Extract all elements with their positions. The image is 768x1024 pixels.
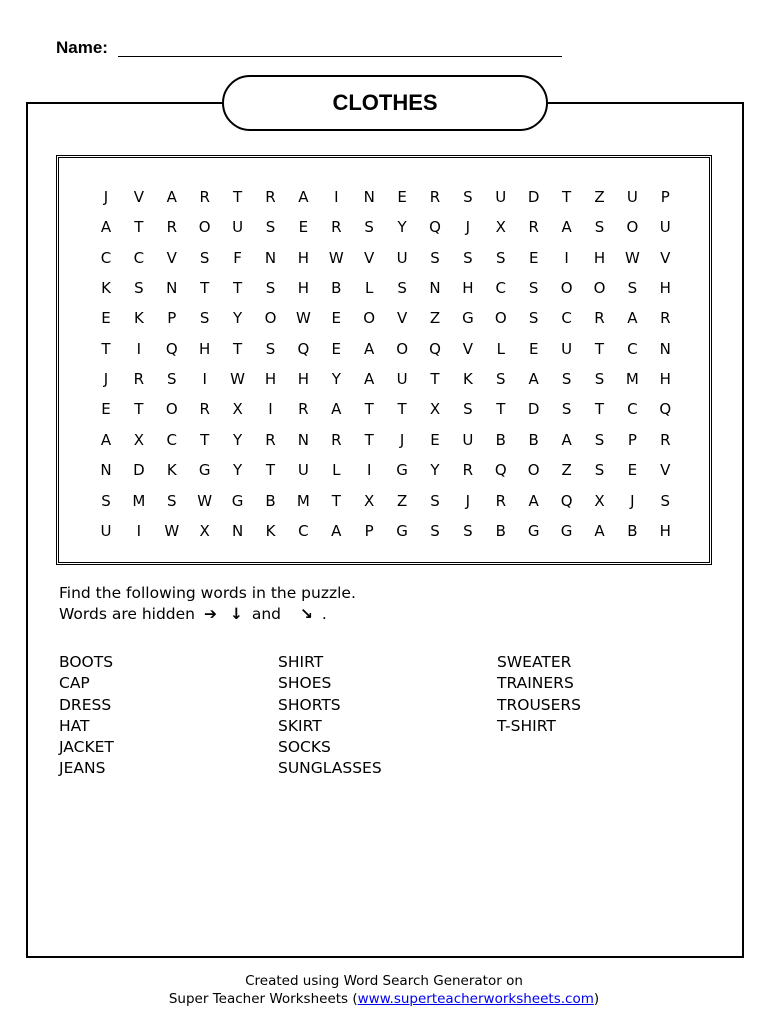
grid-letter[interactable]: I <box>202 370 207 389</box>
grid-letter[interactable]: G <box>396 461 408 480</box>
grid-letter[interactable]: B <box>495 430 506 449</box>
grid-letter[interactable]: F <box>233 248 242 267</box>
grid-letter[interactable]: O <box>494 309 507 328</box>
grid-letter[interactable]: J <box>465 218 471 237</box>
grid-letter[interactable]: P <box>364 521 374 540</box>
grid-letter[interactable]: R <box>660 430 671 449</box>
grid-letter[interactable]: X <box>133 430 145 449</box>
grid-letter[interactable]: A <box>561 430 572 449</box>
grid-letter[interactable]: Y <box>233 461 243 480</box>
grid-letter[interactable]: A <box>364 370 375 389</box>
grid-letter[interactable]: T <box>265 461 276 480</box>
grid-letter[interactable]: O <box>198 218 211 237</box>
grid-letter[interactable]: T <box>200 279 210 298</box>
word-list-item: SWEATER <box>497 653 572 671</box>
grid-letter[interactable]: K <box>133 309 144 328</box>
grid-letter[interactable]: S <box>430 248 440 267</box>
grid-letter[interactable]: Y <box>233 309 243 328</box>
grid-letter[interactable]: X <box>199 521 210 540</box>
grid-letter[interactable]: Z <box>594 188 605 206</box>
grid-letter[interactable]: G <box>560 521 573 540</box>
grid-letter[interactable]: H <box>297 279 310 298</box>
grid-letter[interactable]: S <box>594 461 605 480</box>
grid-letter[interactable]: S <box>265 339 276 358</box>
grid-letter[interactable]: E <box>298 218 309 237</box>
grid-letter[interactable]: U <box>396 370 408 389</box>
grid-letter[interactable]: E <box>397 188 407 206</box>
grid-letter[interactable]: Y <box>430 461 440 480</box>
grid-letter[interactable]: N <box>166 279 178 298</box>
footer-suffix: ) <box>593 991 600 1007</box>
grid-letter[interactable]: E <box>528 339 539 358</box>
grid-letter[interactable]: X <box>232 400 243 419</box>
footer <box>0 972 768 1008</box>
grid-letter[interactable]: D <box>527 400 540 419</box>
grid-letter[interactable]: S <box>496 370 506 389</box>
grid-letter[interactable]: C <box>133 248 145 267</box>
grid-letter[interactable]: J <box>465 491 471 510</box>
grid-letter[interactable]: X <box>594 491 605 510</box>
grid-letter[interactable]: R <box>166 218 178 237</box>
grid-letter[interactable]: R <box>429 188 441 206</box>
grid-letter[interactable]: N <box>264 248 277 267</box>
grid-letter[interactable]: I <box>136 339 142 358</box>
grid-letter[interactable]: R <box>265 188 276 206</box>
footer-line1: Created using Word Search Generator on <box>245 973 523 989</box>
grid-letter[interactable]: K <box>462 370 473 389</box>
grid-letter[interactable]: L <box>365 279 374 298</box>
grid-letter[interactable]: T <box>364 430 374 449</box>
word-list-item: DRESS <box>59 695 112 714</box>
grid-letter[interactable]: A <box>298 188 309 206</box>
grid-letter[interactable]: S <box>167 491 177 510</box>
word-list-item: SHOES <box>278 674 332 693</box>
grid-letter[interactable]: O <box>396 339 408 358</box>
grid-letter[interactable]: W <box>197 491 213 510</box>
worksheet-title: CLOTHES <box>222 75 548 131</box>
grid-letter[interactable]: S <box>594 370 605 389</box>
grid-letter[interactable]: I <box>366 461 372 480</box>
grid-letter[interactable]: M <box>625 370 639 389</box>
word-list-item: JEANS <box>59 759 106 778</box>
grid-letter[interactable]: Y <box>331 370 341 389</box>
instructions-line1: Find the following words in the puzzle. <box>59 584 356 602</box>
word-list-column-3 <box>497 652 581 737</box>
grid-letter[interactable]: T <box>233 188 243 206</box>
grid-letter[interactable]: N <box>363 188 375 206</box>
grid-letter[interactable]: W <box>230 370 246 389</box>
footer-line2 <box>0 990 768 1008</box>
word-list-item: SHIRT <box>278 653 324 671</box>
grid-letter[interactable]: J <box>103 370 109 389</box>
grid-letter[interactable]: S <box>463 188 473 206</box>
instructions-line2 <box>59 604 356 625</box>
grid-letter[interactable]: A <box>561 218 572 237</box>
grid-letter[interactable]: K <box>265 521 276 540</box>
grid-letter[interactable]: U <box>495 188 507 206</box>
grid-letter[interactable]: A <box>100 218 112 237</box>
grid-letter[interactable]: T <box>134 400 144 419</box>
grid-letter[interactable]: U <box>561 339 573 358</box>
grid-letter[interactable]: N <box>659 339 671 358</box>
grid-letter[interactable]: V <box>166 248 177 267</box>
word-list-item: TRAINERS <box>497 674 574 693</box>
grid-letter[interactable]: L <box>332 461 341 480</box>
grid-letter[interactable]: A <box>100 430 112 449</box>
grid-letter[interactable]: R <box>265 430 276 449</box>
grid-letter[interactable]: E <box>101 400 111 419</box>
grid-letter[interactable]: S <box>660 491 671 510</box>
grid-letter[interactable]: L <box>496 339 505 358</box>
grid-letter[interactable]: T <box>233 279 243 298</box>
grid-letter[interactable]: W <box>328 248 344 267</box>
grid-letter[interactable]: R <box>133 370 145 389</box>
grid-letter[interactable]: H <box>659 370 671 389</box>
grid-letter[interactable]: Y <box>233 430 243 449</box>
grid-letter[interactable]: U <box>297 461 309 480</box>
grid-letter[interactable]: R <box>331 430 342 449</box>
grid-letter[interactable]: T <box>233 339 243 358</box>
grid-letter[interactable]: Q <box>429 218 441 237</box>
grid-letter[interactable]: G <box>231 491 244 510</box>
grid-letter[interactable]: I <box>564 248 569 267</box>
arrow-right-icon: ➔ <box>203 605 217 623</box>
grid-letter[interactable]: Q <box>297 339 310 358</box>
grid-letter[interactable]: I <box>334 188 339 206</box>
grid-letter[interactable]: U <box>100 521 112 540</box>
grid-letter[interactable]: Q <box>494 461 507 480</box>
grid-letter[interactable]: W <box>295 309 311 328</box>
grid-letter[interactable]: X <box>495 218 506 237</box>
grid-letter[interactable]: V <box>462 339 474 358</box>
grid-letter[interactable]: S <box>594 430 605 449</box>
grid-letter[interactable]: N <box>100 461 112 480</box>
grid-letter[interactable]: S <box>463 248 473 267</box>
grid-letter[interactable]: C <box>561 309 572 328</box>
grid-letter[interactable]: V <box>133 188 145 206</box>
grid-letter[interactable]: S <box>397 279 407 298</box>
word-list-column-1 <box>59 652 114 780</box>
name-field-line[interactable] <box>118 56 562 57</box>
grid-letter[interactable]: B <box>627 521 638 540</box>
grid-letter[interactable]: R <box>495 491 507 510</box>
word-list-item: HAT <box>59 716 90 735</box>
grid-letter[interactable]: Z <box>429 309 441 328</box>
grid-letter[interactable]: W <box>164 521 180 540</box>
grid-letter[interactable]: O <box>527 461 540 480</box>
grid-letter[interactable]: A <box>166 188 177 206</box>
grid-letter[interactable]: E <box>528 248 539 267</box>
grid-letter[interactable]: J <box>630 491 635 510</box>
word-list-item: SKIRT <box>278 716 322 735</box>
grid-letter[interactable]: Q <box>165 339 178 358</box>
grid-letter[interactable]: H <box>593 248 606 267</box>
grid-letter[interactable]: B <box>331 279 342 298</box>
grid-letter[interactable]: A <box>331 521 342 540</box>
name-label: Name: <box>56 38 108 57</box>
grid-letter[interactable]: E <box>627 461 638 480</box>
grid-letter[interactable]: E <box>331 309 342 328</box>
grid-letter[interactable]: G <box>462 309 474 328</box>
instructions-period: . <box>321 605 327 623</box>
grid-letter[interactable]: S <box>528 309 539 328</box>
grid-letter[interactable]: G <box>396 521 408 540</box>
grid-letter[interactable]: R <box>528 218 539 237</box>
grid-letter[interactable]: Q <box>429 339 441 358</box>
word-list-column-2 <box>278 652 382 780</box>
arrow-down-icon: ↓ <box>229 605 243 623</box>
grid-letter[interactable]: U <box>659 218 671 237</box>
grid-letter[interactable]: P <box>627 430 637 449</box>
grid-letter[interactable]: S <box>265 218 276 237</box>
grid-letter[interactable]: S <box>167 370 177 389</box>
grid-letter[interactable]: O <box>626 218 639 237</box>
word-list-item: SOCKS <box>278 738 331 757</box>
grid-letter[interactable]: C <box>495 279 507 298</box>
grid-letter[interactable]: B <box>265 491 276 510</box>
grid-letter[interactable]: A <box>364 339 375 358</box>
instructions-and-text: and <box>251 605 281 623</box>
grid-letter[interactable]: A <box>594 521 605 540</box>
grid-letter[interactable]: A <box>627 309 638 328</box>
grid-letter[interactable]: E <box>430 430 440 449</box>
grid-letter[interactable]: H <box>297 248 310 267</box>
grid-letter[interactable]: G <box>527 521 540 540</box>
grid-letter[interactable]: O <box>560 279 573 298</box>
grid-letter[interactable]: V <box>660 461 671 480</box>
grid-letter[interactable]: T <box>562 188 572 206</box>
grid-letter[interactable]: I <box>136 521 142 540</box>
grid-letter[interactable]: V <box>660 248 671 267</box>
grid-letter[interactable]: H <box>659 279 671 298</box>
grid-letter[interactable]: H <box>297 370 310 389</box>
grid-letter[interactable]: O <box>363 309 376 328</box>
grid-letter[interactable]: R <box>594 309 605 328</box>
word-list-item: CAP <box>59 674 90 693</box>
grid-letter[interactable]: T <box>134 218 144 237</box>
grid-letter[interactable]: S <box>430 491 440 510</box>
grid-letter[interactable]: S <box>101 491 111 510</box>
grid-letter[interactable]: N <box>231 521 244 540</box>
grid-letter[interactable]: S <box>528 279 539 298</box>
grid-letter[interactable]: T <box>430 370 440 389</box>
grid-letter[interactable]: O <box>165 400 178 419</box>
grid-letter[interactable]: A <box>528 370 539 389</box>
grid-letter[interactable]: R <box>298 400 309 419</box>
grid-letter[interactable]: Z <box>561 461 572 480</box>
grid-letter[interactable]: S <box>463 521 473 540</box>
instructions <box>59 583 356 625</box>
grid-letter[interactable]: R <box>462 461 474 480</box>
grid-letter[interactable]: S <box>496 248 506 267</box>
word-list-item: TROUSERS <box>497 695 582 714</box>
grid-letter[interactable]: W <box>624 248 640 267</box>
grid-letter[interactable]: T <box>364 400 374 419</box>
word-list-item: T-SHIRT <box>497 716 556 735</box>
grid-letter[interactable]: X <box>429 400 441 419</box>
grid-letter[interactable]: K <box>166 461 177 480</box>
grid-letter[interactable]: S <box>561 400 572 419</box>
grid-letter[interactable]: T <box>101 339 111 358</box>
instructions-hidden-text: Words are hidden <box>59 605 196 623</box>
word-list-item: BOOTS <box>59 653 114 671</box>
puzzle-box <box>56 155 712 565</box>
grid-letter[interactable]: O <box>593 279 606 298</box>
grid-letter[interactable]: H <box>264 370 277 389</box>
grid-letter[interactable]: X <box>364 491 375 510</box>
footer-prefix: Super Teacher Worksheets ( <box>168 991 358 1007</box>
grid-letter[interactable]: D <box>133 461 145 480</box>
grid-letter[interactable]: A <box>528 491 539 510</box>
grid-letter[interactable]: P <box>660 188 670 206</box>
grid-letter[interactable]: S <box>430 521 440 540</box>
grid-letter[interactable]: V <box>364 248 375 267</box>
grid-letter[interactable]: T <box>594 400 605 419</box>
word-list-item: JACKET <box>59 738 114 757</box>
grid-letter[interactable]: T <box>496 400 506 419</box>
arrow-diagonal-icon: ↘ <box>299 605 313 623</box>
grid-letter[interactable]: R <box>199 188 210 206</box>
grid-letter[interactable]: C <box>627 339 638 358</box>
grid-letter[interactable]: N <box>429 279 441 298</box>
grid-letter[interactable]: S <box>265 279 276 298</box>
grid-letter[interactable]: O <box>264 309 277 328</box>
grid-letter[interactable]: R <box>199 400 210 419</box>
grid-letter[interactable]: J <box>103 188 109 206</box>
grid-letter[interactable]: S <box>199 309 210 328</box>
grid-letter[interactable]: S <box>561 370 572 389</box>
grid-letter[interactable]: U <box>626 188 638 206</box>
grid-letter[interactable]: B <box>528 430 539 449</box>
grid-letter[interactable]: A <box>331 400 342 419</box>
grid-letter[interactable]: Q <box>659 400 672 419</box>
grid-letter[interactable]: J <box>399 430 405 449</box>
grid-letter[interactable]: N <box>297 430 309 449</box>
grid-letter[interactable]: C <box>166 430 178 449</box>
grid-letter[interactable]: H <box>199 339 211 358</box>
grid-letter[interactable]: S <box>199 248 210 267</box>
grid-letter[interactable]: T <box>200 430 210 449</box>
grid-letter[interactable]: T <box>331 491 341 510</box>
grid-letter[interactable]: M <box>296 491 310 510</box>
grid-letter[interactable]: U <box>232 218 244 237</box>
grid-letter[interactable]: Q <box>560 491 573 510</box>
grid-letter[interactable]: H <box>659 521 671 540</box>
word-list-item: SHORTS <box>278 695 341 714</box>
grid-letter[interactable]: E <box>101 309 111 328</box>
grid-letter[interactable]: E <box>331 339 342 358</box>
grid-letter[interactable]: S <box>463 400 473 419</box>
grid-letter[interactable]: C <box>627 400 638 419</box>
grid-letter[interactable]: Y <box>397 218 407 237</box>
grid-letter[interactable]: S <box>594 218 605 237</box>
grid-letter[interactable]: H <box>462 279 474 298</box>
grid-letter[interactable]: S <box>627 279 638 298</box>
grid-letter[interactable]: V <box>396 309 408 328</box>
word-list-item: SUNGLASSES <box>278 759 382 778</box>
grid-letter[interactable]: C <box>100 248 112 267</box>
grid-letter[interactable]: I <box>268 400 273 419</box>
grid-letter[interactable]: T <box>397 400 407 419</box>
grid-letter[interactable]: U <box>396 248 408 267</box>
grid-letter[interactable]: R <box>660 309 671 328</box>
grid-letter[interactable]: P <box>167 309 177 328</box>
grid-letter[interactable]: C <box>298 521 309 540</box>
grid-letter[interactable]: R <box>331 218 342 237</box>
grid-letter[interactable]: K <box>101 279 111 298</box>
grid-letter[interactable]: S <box>364 218 374 237</box>
grid-letter[interactable]: Z <box>396 491 408 510</box>
grid-letter[interactable]: D <box>527 188 540 206</box>
grid-letter[interactable]: U <box>462 430 474 449</box>
grid-letter[interactable]: G <box>198 461 211 480</box>
grid-letter[interactable]: B <box>495 521 506 540</box>
grid-letter[interactable]: T <box>594 339 605 358</box>
grid-letter[interactable]: M <box>132 491 146 510</box>
grid-letter[interactable]: S <box>134 279 144 298</box>
footer-link[interactable]: www.superteacherworksheets.com <box>357 991 594 1007</box>
